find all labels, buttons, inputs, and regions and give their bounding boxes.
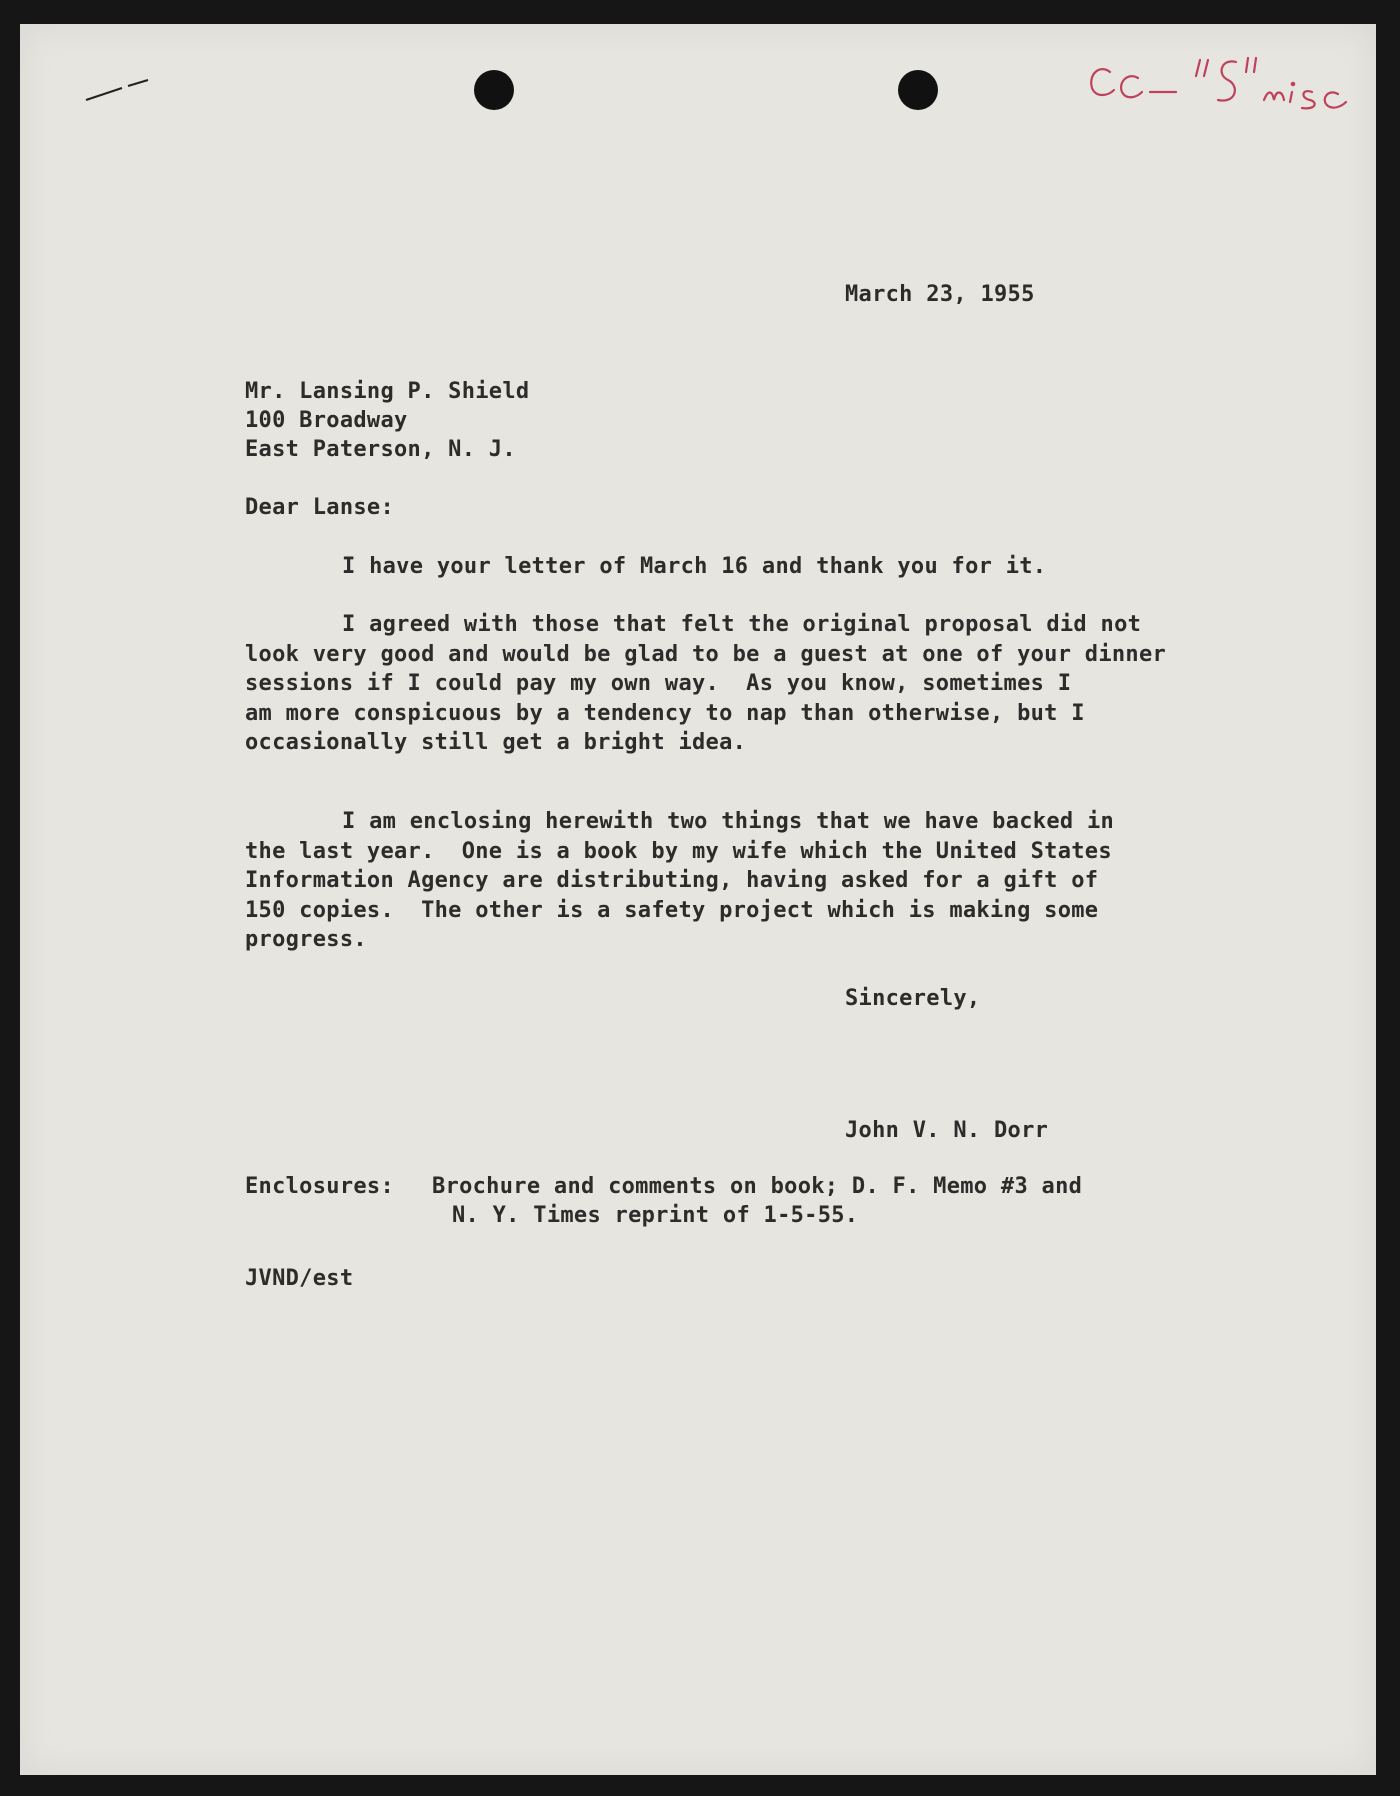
handwritten-annotation xyxy=(1080,34,1370,134)
salutation: Dear Lanse: xyxy=(245,495,394,520)
paragraph-3-line: the last year. One is a book by my wife which the United States xyxy=(245,839,1112,864)
punch-hole-right xyxy=(898,70,938,110)
paragraph-3-line: 150 copies. The other is a safety project which is making some xyxy=(245,898,1099,923)
enclosures-line-1: Brochure and comments on book; D. F. Memo #3 and xyxy=(432,1174,1083,1199)
letter-date: March 23, 1955 xyxy=(845,282,1035,307)
paragraph-2-line: look very good and would be glad to be a guest at one of your dinner xyxy=(245,642,1167,667)
recipient-name: Mr. Lansing P. Shield xyxy=(245,379,530,404)
signature-name: John V. N. Dorr xyxy=(845,1118,1049,1143)
recipient-street: 100 Broadway xyxy=(245,408,408,433)
paragraph-2-line: sessions if I could pay my own way. As you know, sometimes I xyxy=(245,671,1072,696)
closing: Sincerely, xyxy=(845,986,981,1011)
paragraph-3-line: progress. xyxy=(245,927,367,952)
paragraph-2-line: am more conspicuous by a tendency to nap than otherwise, but I xyxy=(245,701,1085,726)
recipient-city: East Paterson, N. J. xyxy=(245,437,516,462)
pencil-mark xyxy=(82,74,152,104)
letter-paper xyxy=(20,24,1376,1775)
punch-hole-left xyxy=(474,70,514,110)
paragraph-3-line: Information Agency are distributing, having asked for a gift of xyxy=(245,868,1099,893)
typist-initials: JVND/est xyxy=(245,1266,354,1291)
paragraph-3-line: I am enclosing herewith two things that we have backed in xyxy=(342,809,1115,834)
enclosures-line-2: N. Y. Times reprint of 1-5-55. xyxy=(452,1203,859,1228)
paragraph-1: I have your letter of March 16 and thank you for it. xyxy=(342,554,1047,579)
paragraph-2-line: I agreed with those that felt the original proposal did not xyxy=(342,612,1142,637)
enclosures-label: Enclosures: xyxy=(245,1174,394,1199)
paragraph-2-line: occasionally still get a bright idea. xyxy=(245,730,747,755)
